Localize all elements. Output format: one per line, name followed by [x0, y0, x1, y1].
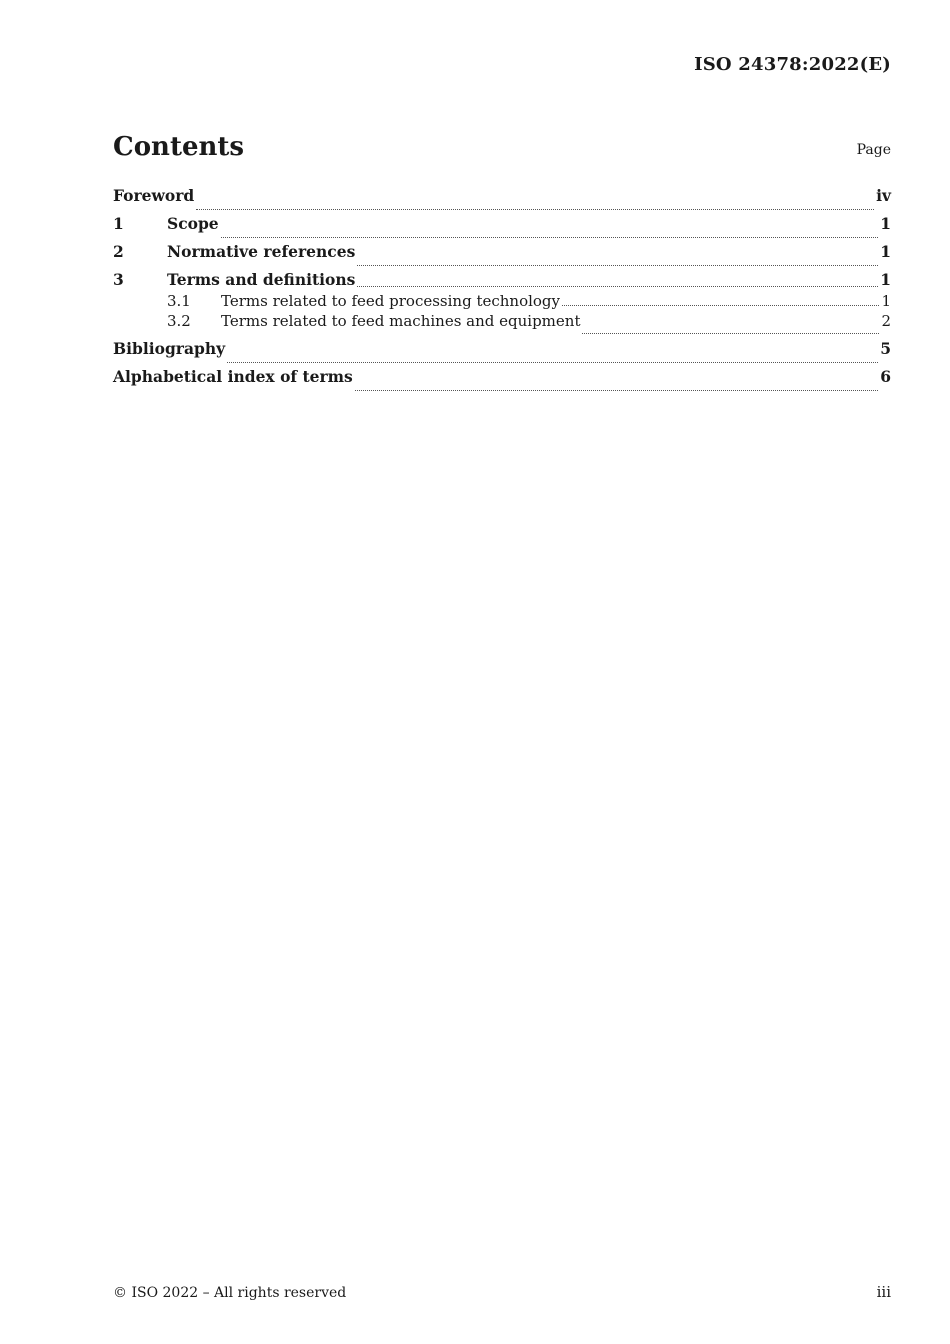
- dot-leader: [357, 285, 878, 287]
- toc-entry-page: 2: [881, 312, 891, 330]
- toc-subentry-3-1[interactable]: [113, 291, 891, 311]
- toc-entry-page: iv: [876, 186, 891, 205]
- toc-entry-label: Bibliography: [113, 339, 226, 358]
- toc-entry-label: Normative references: [167, 242, 356, 261]
- toc-entry-terms-and-definitions[interactable]: [113, 270, 891, 291]
- toc-entry-label: Scope: [167, 214, 219, 233]
- toc-subentry-3-2[interactable]: [113, 311, 891, 339]
- page-title: Contents: [113, 132, 245, 162]
- toc-entry-alphabetical-index[interactable]: [113, 367, 891, 395]
- page-number: iii: [876, 1283, 891, 1301]
- copyright-notice: © ISO 2022 – All rights reserved: [113, 1285, 347, 1301]
- toc-entry-label: Terms related to feed machines and equipment: [221, 312, 581, 330]
- toc-entry-page: 1: [880, 214, 891, 233]
- toc-entry-page: 1: [880, 270, 891, 289]
- dot-leader: [221, 236, 879, 238]
- toc-entry-bibliography[interactable]: [113, 339, 891, 367]
- toc-entry-label: Alphabetical index of terms: [113, 367, 353, 386]
- toc-entry-page: 6: [880, 367, 891, 386]
- toc-entry-normative-references[interactable]: [113, 242, 891, 270]
- toc-entry-number: 3: [113, 270, 124, 289]
- toc-entry-number: 3.2: [167, 312, 191, 330]
- dot-leader: [196, 208, 874, 210]
- toc-entry-label: Terms related to feed processing technology: [221, 292, 561, 310]
- contents-header: [113, 132, 891, 164]
- toc-entry-page: 5: [880, 339, 891, 358]
- dot-leader: [355, 389, 878, 391]
- dot-leader: [357, 264, 878, 266]
- toc-entry-page: 1: [881, 292, 891, 310]
- toc-entry-page: 1: [880, 242, 891, 261]
- dot-leader: [562, 304, 879, 306]
- page-column-label: Page: [856, 142, 891, 158]
- toc-entry-scope[interactable]: [113, 214, 891, 242]
- toc-entry-foreword[interactable]: [113, 186, 891, 214]
- toc-entry-label: Terms and definitions: [167, 270, 356, 289]
- document-id: ISO 24378:2022(E): [694, 54, 891, 75]
- dot-leader: [582, 332, 879, 334]
- toc-entry-label: Foreword: [113, 186, 195, 205]
- toc-entry-number: 1: [113, 214, 124, 233]
- toc-entry-number: 3.1: [167, 292, 191, 310]
- toc-entry-number: 2: [113, 242, 124, 261]
- dot-leader: [227, 361, 878, 363]
- table-of-contents: [113, 186, 891, 395]
